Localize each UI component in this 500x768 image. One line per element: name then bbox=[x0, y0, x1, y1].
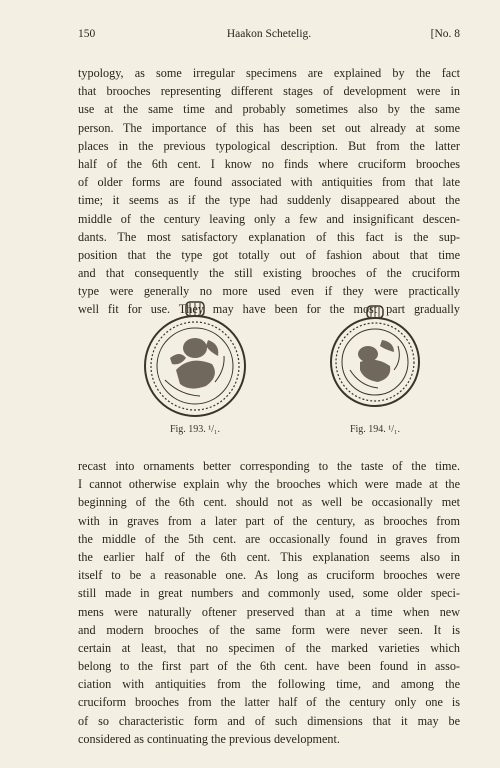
text-line: that brooches representing different stages of development were in bbox=[78, 84, 460, 99]
figure-caption: Fig. 193. ¹/₁. bbox=[169, 424, 221, 435]
text-line: beginning of the 6th cent. should not as well be occasionally met bbox=[78, 495, 460, 510]
text-line: and modern brooches of the same form were never seen. It is bbox=[78, 622, 460, 637]
text-line: ciation with antiquities from the following time, and among the bbox=[78, 677, 460, 692]
text-line: half of the 6th cent. I know no finds where cruciform brooches bbox=[78, 156, 460, 171]
figure-row bbox=[78, 300, 460, 440]
text-line: time; it seems as if the type had suddenly disappeared about the bbox=[78, 193, 460, 208]
text-line: still made in great numbers and commonly used, some older speci- bbox=[78, 586, 460, 601]
text-line: considered as continuating the previous development. bbox=[78, 731, 340, 746]
page-number: 150 bbox=[78, 28, 96, 40]
text-line: of so characteristic form and of such dimensions that it may be bbox=[78, 713, 460, 728]
bracteate-illustration bbox=[140, 300, 250, 420]
bracteate-illustration bbox=[320, 300, 430, 420]
issue-number: [No. 8 bbox=[430, 28, 460, 40]
text-line: type were generally no more used even if they were practically bbox=[78, 284, 460, 299]
running-title: Haakon Schetelig. bbox=[226, 28, 312, 40]
text-line: recast into ornaments better corresponding to the taste of the time. bbox=[78, 459, 460, 473]
text-line: the earlier half of the 6th cent. This explanation seems also in bbox=[78, 549, 460, 564]
text-line: middle of the century leaving only a few and insignificant descen- bbox=[78, 211, 460, 226]
text-line: belong to the first part of the 6th cent. have been found in asso- bbox=[78, 659, 460, 674]
text-line: position that the type got totally out of fashion about that time bbox=[78, 247, 460, 262]
text-line: places in the previous typological description. But from the latter bbox=[78, 138, 460, 153]
figure-193 bbox=[130, 300, 260, 435]
text-line: I cannot otherwise explain why the brooches which were made at the bbox=[78, 477, 460, 492]
text-line: use at the same time and probably sometimes also by the same bbox=[78, 102, 460, 117]
text-line: and that consequently the still existing brooches of the cruciform bbox=[78, 266, 460, 281]
text-line: cruciform brooches from the latter half of the century only one is bbox=[78, 695, 460, 710]
text-line: the middle of the 5th cent. are occasionally found in graves from bbox=[78, 531, 460, 546]
text-line: person. The importance of this has been set out already at some bbox=[78, 120, 460, 135]
text-line: itself to be a reasonable one. As long as cruciform brooches were bbox=[78, 568, 460, 583]
figure-caption: Fig. 194. ¹/₁. bbox=[349, 424, 401, 435]
paragraph-bottom bbox=[78, 457, 460, 748]
text-line: of older forms are found associated with antiquities from that late bbox=[78, 175, 460, 190]
text-line: with in graves from a later part of the century, as brooches from bbox=[78, 513, 460, 528]
paragraph-top bbox=[78, 64, 460, 319]
text-line: dants. The most satisfactory explanation of this fact is the sup- bbox=[78, 229, 460, 244]
text-line: mens were naturally oftener preserved than at a time when new bbox=[78, 604, 460, 619]
text-line: typology, as some irregular specimens are explained by the fact bbox=[78, 66, 460, 80]
text-line: well fit for use. They may have been for the most part gradually bbox=[78, 302, 460, 317]
text-line: certain at least, that no specimen of the marked varieties which bbox=[78, 640, 460, 655]
running-header bbox=[78, 28, 460, 46]
figure-194 bbox=[310, 300, 440, 435]
